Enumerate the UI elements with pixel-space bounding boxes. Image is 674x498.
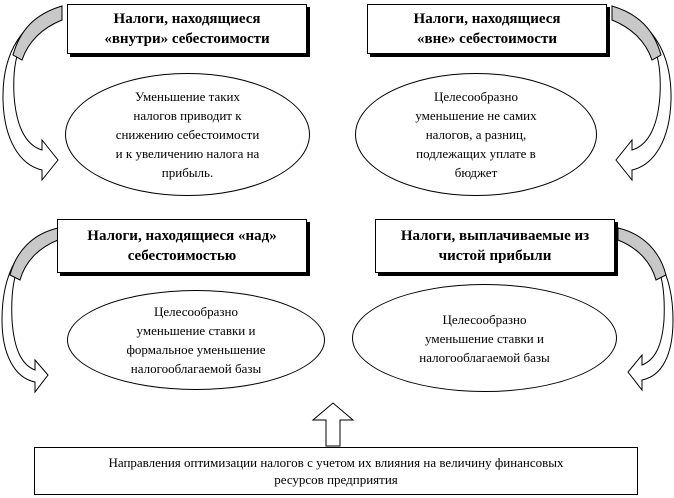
box-net-profit-text: Налоги, выплачиваемые из чистой прибыли [400,228,590,264]
box-net-profit [375,219,615,273]
curved-arrow-top-left [3,6,62,180]
box-above-cost-text: Налоги, находящиеся «над» себестоимостью [87,228,277,264]
ellipse-inside-cost-text: Уменьшение таких налогов приводит к снижению себестоимости и к увеличению налога на прибыль. [115,89,260,180]
box-outside-cost-text: Налоги, находящиеся «вне» себестоимости [413,11,561,47]
box-inside-cost-text: Налоги, находящиеся «внутри» себестоимости [104,11,270,47]
box-outside-cost [367,4,607,54]
box-inside-cost [67,4,307,54]
ellipse-above-cost-text: Целесообразно уменьшение ставки и формальное уменьшение налогооблагаемой базы [126,304,266,376]
curved-arrow-mid-right [618,228,673,390]
ellipse-above-cost [67,290,325,390]
ellipse-net-profit-text: Целесообразно уменьшение ставки и налогооблагаемой базы [419,311,550,365]
curved-arrow-mid-left [2,228,58,392]
optimization-directions-text: Направления оптимизации налогов с учетом их влияния на величину финансовых ресурсов предприятия [108,455,564,487]
box-above-cost [57,219,307,273]
optimization-directions-box [34,447,638,495]
ellipse-outside-cost [355,73,597,196]
ellipse-outside-cost-text: Целесообразно уменьшение не самих налогов, а разниц, подлежащих уплате в бюджет [415,89,537,180]
ellipse-net-profit [352,284,617,392]
ellipse-inside-cost [65,73,310,196]
curved-arrow-top-right [612,6,671,180]
up-arrow [313,403,353,446]
